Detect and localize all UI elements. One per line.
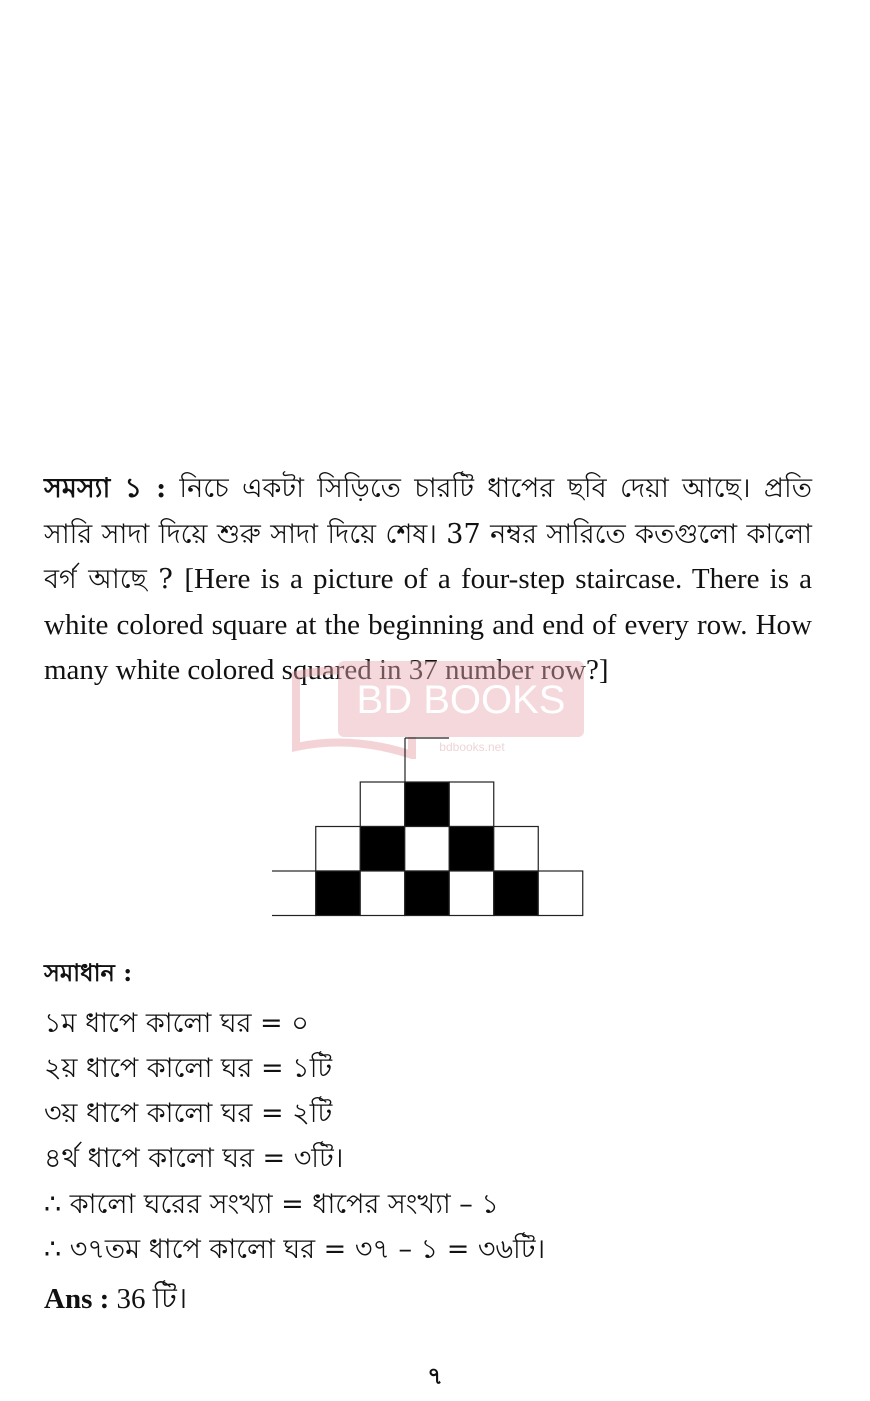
solution-line: ২য় ধাপে কালো ঘর = ১টি [44,1053,333,1084]
black-square [405,871,450,916]
page-number: ৭ [427,1361,443,1390]
white-square [272,871,316,916]
white-square [316,827,361,872]
watermark-brand-text: BD BOOKS [356,678,566,722]
answer [44,1276,187,1325]
solution-line: ৪র্থ ধাপে কালো ঘর = ৩টি। [44,1143,344,1174]
white-square [449,782,494,827]
watermark-url-text: bdbooks.net [439,740,505,754]
white-square [360,782,405,827]
solution-line: ৩য় ধাপে কালো ঘর = ২টি [44,1098,333,1129]
solution-line: ১ম ধাপে কালো ঘর = ০ [44,1008,309,1039]
solution-line: ∴ কালো ঘরের সংখ্যা = ধাপের সংখ্যা – ১ [44,1189,499,1220]
problem-english-text: [Here is a picture of a four-step staircase. There is a white colored square at the beginning and end of every row. How many white colored squared in 37 number row?] [44,563,812,686]
solution-line: ∴ ৩৭তম ধাপে কালো ঘর = ৩৭ – ১ = ৩৬টি। [44,1234,546,1265]
staircase-diagram [272,737,586,917]
answer-label: Ans : [44,1283,110,1315]
problem-bangla-text: নিচে একটা সিড়িতে চারটি ধাপের ছবি দেয়া আছে। প্রতি সারি সাদা দিয়ে শুরু সাদা দিয়ে শেষ। 37 নম্বর সারিতে কতগুলো কালো বর্গ আছে ? [44,473,812,595]
white-square [405,827,450,872]
black-square [449,827,494,872]
problem-label: সমস্যা ১ : [44,473,167,504]
white-square [449,871,494,916]
answer-value: 36 টি। [116,1283,188,1315]
black-square [405,782,450,827]
white-square [494,827,539,872]
black-square [360,827,405,872]
solution-title: সমাধান : [44,958,133,987]
black-square [494,871,539,916]
black-square [316,871,361,916]
white-square [360,871,405,916]
white-square [538,871,583,916]
